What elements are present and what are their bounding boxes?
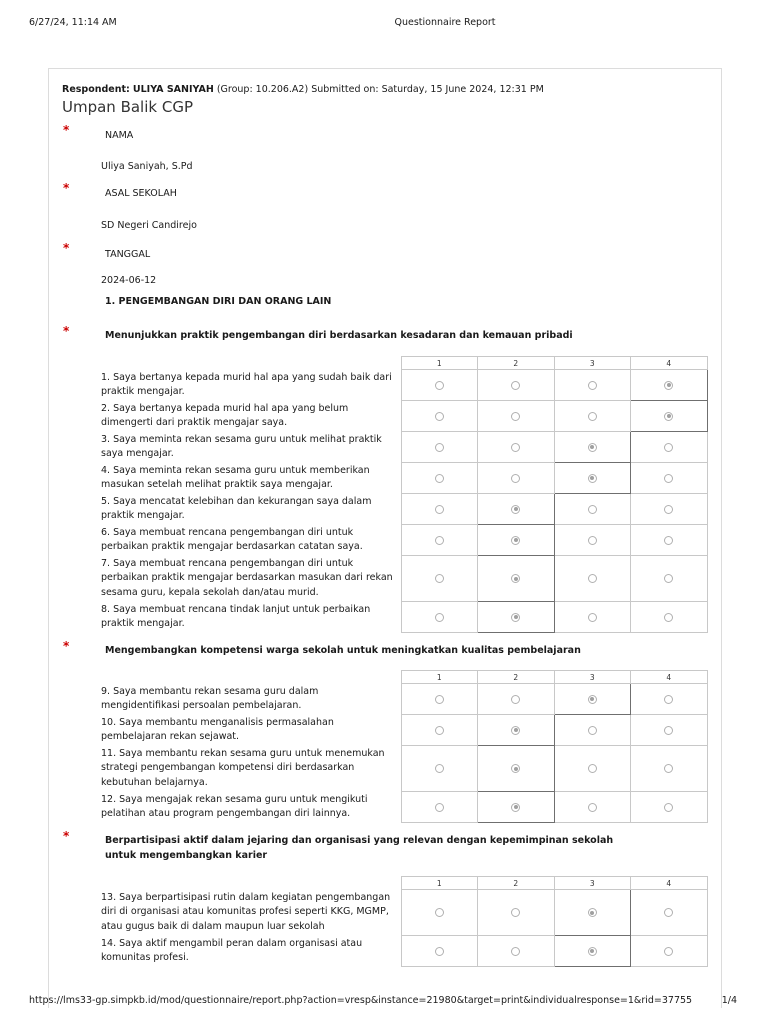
radio-selected-icon[interactable] xyxy=(664,381,673,390)
radio-selected-icon[interactable] xyxy=(511,505,520,514)
scale-header-row xyxy=(89,671,707,684)
rating-cell xyxy=(401,401,478,432)
rating-cell xyxy=(631,890,708,936)
question-row xyxy=(89,463,707,494)
radio-selected-icon[interactable] xyxy=(588,443,597,452)
field-answer-tanggal: 2024-06-12 xyxy=(101,275,157,286)
question-text: 12. Saya mengajak rekan sesama guru untuk mengikuti pelatihan atau program pengembangan diri lainnya. xyxy=(101,793,368,819)
rating-cell xyxy=(554,792,631,823)
radio-empty-icon[interactable] xyxy=(664,505,673,514)
radio-selected-icon[interactable] xyxy=(511,536,520,545)
rating-cell xyxy=(554,463,631,494)
rating-cell xyxy=(631,370,708,401)
radio-empty-icon[interactable] xyxy=(664,536,673,545)
radio-empty-icon[interactable] xyxy=(435,695,444,704)
radio-selected-icon[interactable] xyxy=(511,803,520,812)
radio-empty-icon[interactable] xyxy=(435,803,444,812)
rating-cell xyxy=(631,494,708,525)
header-spacer xyxy=(89,877,401,890)
radio-empty-icon[interactable] xyxy=(588,764,597,773)
radio-empty-icon[interactable] xyxy=(511,474,520,483)
rating-cell xyxy=(554,746,631,792)
rating-cell xyxy=(478,494,555,525)
rating-cell xyxy=(478,684,555,715)
page-number: 1/4 xyxy=(721,995,737,1006)
scale-label: 1 xyxy=(401,671,478,684)
question-text: 2. Saya bertanya kepada murid hal apa yang belum dimengerti dari praktik mengajar saya. xyxy=(101,402,349,428)
question-text: 11. Saya membantu rekan sesama guru untuk menemukan strategi pengembangan kompetensi diri berdasarkan kebutuhan belajarnya. xyxy=(101,747,385,788)
radio-empty-icon[interactable] xyxy=(435,536,444,545)
radio-empty-icon[interactable] xyxy=(664,443,673,452)
rating-cell xyxy=(554,684,631,715)
radio-empty-icon[interactable] xyxy=(511,443,520,452)
radio-empty-icon[interactable] xyxy=(435,574,444,583)
group-title: Mengembangkan kompetensi warga sekolah untuk meningkatkan kualitas pembelajaran xyxy=(105,645,581,656)
question-row xyxy=(89,556,707,602)
print-footer xyxy=(0,995,768,1009)
question-text: 3. Saya meminta rekan sesama guru untuk melihat praktik saya mengajar. xyxy=(101,433,382,459)
group-title: Menunjukkan praktik pengembangan diri berdasarkan kesadaran dan kemauan pribadi xyxy=(105,330,573,341)
radio-empty-icon[interactable] xyxy=(588,536,597,545)
radio-empty-icon[interactable] xyxy=(435,412,444,421)
rating-cell xyxy=(554,494,631,525)
question-row xyxy=(89,432,707,463)
radio-selected-icon[interactable] xyxy=(511,613,520,622)
question-text: 9. Saya membantu rekan sesama guru dalam mengidentifikasi persoalan pembelajaran. xyxy=(101,685,319,711)
radio-empty-icon[interactable] xyxy=(511,412,520,421)
radio-empty-icon[interactable] xyxy=(664,947,673,956)
question-text: 1. Saya bertanya kepada murid hal apa yang sudah baik dari praktik mengajar. xyxy=(101,371,392,397)
rating-cell xyxy=(478,715,555,746)
rating-cell xyxy=(554,890,631,936)
radio-empty-icon[interactable] xyxy=(664,726,673,735)
rating-cell xyxy=(401,715,478,746)
rating-cell xyxy=(478,401,555,432)
rating-cell xyxy=(631,792,708,823)
radio-selected-icon[interactable] xyxy=(511,764,520,773)
radio-empty-icon[interactable] xyxy=(435,381,444,390)
respondent-details: (Group: 10.206.A2) Submitted on: Saturday, 15 June 2024, 12:31 PM xyxy=(216,84,544,95)
print-title: Questionnaire Report xyxy=(394,17,496,28)
rating-cell xyxy=(554,556,631,602)
question-row xyxy=(89,525,707,556)
rating-cell xyxy=(554,401,631,432)
scale-header-row xyxy=(89,877,707,890)
rating-cell xyxy=(401,556,478,602)
rating-cell xyxy=(401,890,478,936)
rating-cell xyxy=(478,602,555,633)
question-row xyxy=(89,792,707,823)
rating-cell xyxy=(631,602,708,633)
radio-selected-icon[interactable] xyxy=(588,947,597,956)
rating-cell xyxy=(631,432,708,463)
rating-cell xyxy=(401,370,478,401)
scale-label: 4 xyxy=(631,671,708,684)
response-card xyxy=(48,68,722,1008)
rating-cell xyxy=(631,463,708,494)
rating-cell xyxy=(478,370,555,401)
respondent-name: ULIYA SANIYAH xyxy=(132,84,214,95)
scale-label: 3 xyxy=(554,357,631,370)
rating-cell xyxy=(401,525,478,556)
radio-empty-icon[interactable] xyxy=(435,764,444,773)
required-icon: * xyxy=(63,123,70,137)
rating-cell xyxy=(631,936,708,967)
radio-empty-icon[interactable] xyxy=(664,803,673,812)
radio-empty-icon[interactable] xyxy=(511,947,520,956)
radio-empty-icon[interactable] xyxy=(588,381,597,390)
radio-selected-icon[interactable] xyxy=(588,908,597,917)
rating-cell xyxy=(631,525,708,556)
rating-cell xyxy=(401,432,478,463)
rating-cell xyxy=(631,684,708,715)
required-icon: * xyxy=(63,181,70,195)
print-datetime: 6/27/24, 11:14 AM xyxy=(29,17,117,28)
rating-cell xyxy=(554,432,631,463)
radio-empty-icon[interactable] xyxy=(664,474,673,483)
rating-grid xyxy=(89,356,708,633)
radio-empty-icon[interactable] xyxy=(435,443,444,452)
question-text: 6. Saya membuat rencana pengembangan diri untuk perbaikan praktik mengajar berdasarkan catatan saya. xyxy=(101,526,363,552)
rating-cell xyxy=(631,746,708,792)
radio-empty-icon[interactable] xyxy=(588,412,597,421)
required-icon: * xyxy=(63,829,70,843)
radio-selected-icon[interactable] xyxy=(511,574,520,583)
question-row xyxy=(89,370,707,401)
question-text: 10. Saya membantu menganalisis permasalahan pembelajaran rekan sejawat. xyxy=(101,716,334,742)
radio-empty-icon[interactable] xyxy=(435,474,444,483)
rating-grid xyxy=(89,876,708,967)
rating-cell xyxy=(478,746,555,792)
rating-cell xyxy=(401,936,478,967)
print-url: https://lms33-gp.simpkb.id/mod/questionnaire/report.php?action=vresp&instance=21980&target=print&individualresponse=1&rid=37755 xyxy=(29,995,693,1006)
radio-selected-icon[interactable] xyxy=(664,412,673,421)
rating-cell xyxy=(478,463,555,494)
scale-label: 1 xyxy=(401,357,478,370)
scale-label: 2 xyxy=(478,357,555,370)
radio-empty-icon[interactable] xyxy=(664,613,673,622)
rating-cell xyxy=(554,370,631,401)
rating-cell xyxy=(478,792,555,823)
question-row xyxy=(89,684,707,715)
rating-cell xyxy=(554,602,631,633)
print-header xyxy=(0,17,768,31)
field-label-asal-sekolah: ASAL SEKOLAH xyxy=(105,188,177,199)
question-row xyxy=(89,494,707,525)
question-text: 7. Saya membuat rencana pengembangan diri untuk perbaikan praktik mengajar berdasarkan masukan dari rekan sesama guru, kepala sekolah dan/atau murid. xyxy=(101,557,393,598)
scale-label: 1 xyxy=(401,877,478,890)
radio-empty-icon[interactable] xyxy=(511,695,520,704)
rating-cell xyxy=(631,556,708,602)
radio-empty-icon[interactable] xyxy=(435,908,444,917)
radio-empty-icon[interactable] xyxy=(664,764,673,773)
scale-label: 2 xyxy=(478,671,555,684)
scale-label: 3 xyxy=(554,877,631,890)
question-row xyxy=(89,936,707,967)
header-spacer xyxy=(89,671,401,684)
rating-cell xyxy=(401,602,478,633)
rating-cell xyxy=(554,715,631,746)
radio-empty-icon[interactable] xyxy=(511,381,520,390)
question-text: 8. Saya membuat rencana tindak lanjut untuk perbaikan praktik mengajar. xyxy=(101,603,371,629)
rating-cell xyxy=(631,401,708,432)
required-icon: * xyxy=(63,241,70,255)
rating-cell xyxy=(401,746,478,792)
scale-label: 4 xyxy=(631,357,708,370)
radio-selected-icon[interactable] xyxy=(588,474,597,483)
rating-grid xyxy=(89,670,708,823)
rating-cell xyxy=(478,525,555,556)
radio-empty-icon[interactable] xyxy=(664,574,673,583)
question-text: 5. Saya mencatat kelebihan dan kekurangan saya dalam praktik mengajar. xyxy=(101,495,372,521)
question-row xyxy=(89,401,707,432)
field-label-nama: NAMA xyxy=(105,130,134,141)
rating-cell xyxy=(478,890,555,936)
radio-empty-icon[interactable] xyxy=(588,574,597,583)
form-title: Umpan Balik CGP xyxy=(62,98,193,116)
question-text: 13. Saya berpartisipasi rutin dalam kegiatan pengembangan diri di organisasi atau komunitas profesi seperti KKG, MGMP, atau gugus baik di dalam maupun luar sekolah xyxy=(101,891,391,932)
rating-cell xyxy=(554,936,631,967)
radio-empty-icon[interactable] xyxy=(435,947,444,956)
radio-empty-icon[interactable] xyxy=(435,505,444,514)
header-spacer xyxy=(89,357,401,370)
scale-label: 2 xyxy=(478,877,555,890)
radio-empty-icon[interactable] xyxy=(588,613,597,622)
radio-empty-icon[interactable] xyxy=(588,726,597,735)
rating-cell xyxy=(401,792,478,823)
rating-cell xyxy=(401,494,478,525)
question-row xyxy=(89,746,707,792)
rating-cell xyxy=(401,463,478,494)
group-title: Berpartisipasi aktif dalam jejaring dan organisasi yang relevan dengan kepemimpinan sekolah untuk mengembangkan karier xyxy=(105,835,614,861)
radio-empty-icon[interactable] xyxy=(588,803,597,812)
radio-selected-icon[interactable] xyxy=(588,695,597,704)
field-answer-asal-sekolah: SD Negeri Candirejo xyxy=(101,220,197,231)
required-icon: * xyxy=(63,639,70,653)
rating-cell xyxy=(401,684,478,715)
section-title: 1. PENGEMBANGAN DIRI DAN ORANG LAIN xyxy=(105,296,332,307)
required-icon: * xyxy=(63,324,70,338)
radio-empty-icon[interactable] xyxy=(664,908,673,917)
radio-empty-icon[interactable] xyxy=(435,726,444,735)
radio-empty-icon[interactable] xyxy=(511,908,520,917)
scale-label: 4 xyxy=(631,877,708,890)
respondent-label: Respondent: xyxy=(62,84,130,95)
question-text: 14. Saya aktif mengambil peran dalam organisasi atau komunitas profesi. xyxy=(101,937,363,963)
question-row xyxy=(89,715,707,746)
radio-empty-icon[interactable] xyxy=(435,613,444,622)
rating-cell xyxy=(631,715,708,746)
rating-cell xyxy=(478,432,555,463)
rating-cell xyxy=(554,525,631,556)
question-text: 4. Saya meminta rekan sesama guru untuk memberikan masukan setelah melihat praktik saya mengajar. xyxy=(101,464,370,490)
rating-cell xyxy=(478,556,555,602)
field-label-tanggal: TANGGAL xyxy=(105,249,151,260)
field-answer-nama: Uliya Saniyah, S.Pd xyxy=(101,161,193,172)
scale-label: 3 xyxy=(554,671,631,684)
radio-selected-icon[interactable] xyxy=(511,726,520,735)
scale-header-row xyxy=(89,357,707,370)
rating-cell xyxy=(478,936,555,967)
radio-empty-icon[interactable] xyxy=(664,695,673,704)
radio-empty-icon[interactable] xyxy=(588,505,597,514)
question-row xyxy=(89,890,707,936)
respondent-line xyxy=(62,84,544,95)
question-row xyxy=(89,602,707,633)
